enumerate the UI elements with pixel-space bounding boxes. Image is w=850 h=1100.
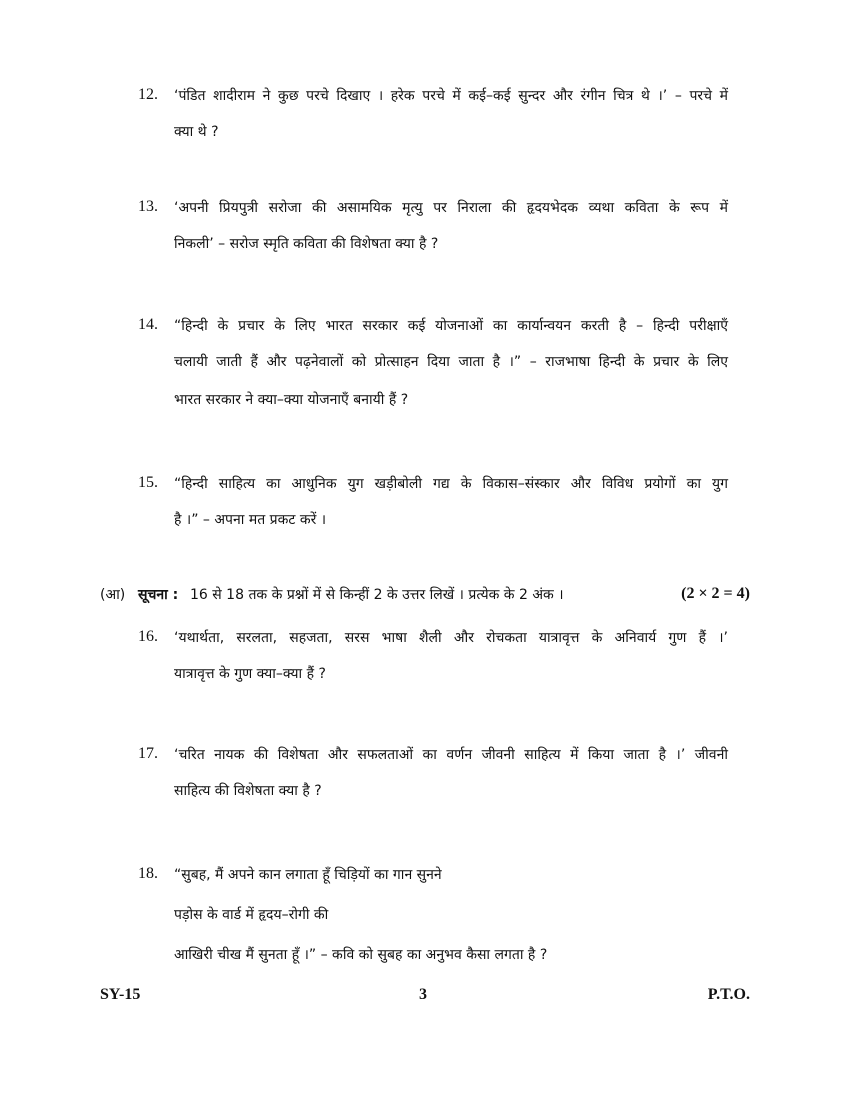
question-number: 17. (138, 745, 158, 762)
question-text-line: ‘पंडित शादीराम ने कुछ परचे दिखाए । हरेक परचे में कई–कई सुन्दर और रंगीन चित्र थे ।’ – परचे में (174, 88, 728, 104)
section-marker: (आ) (100, 587, 126, 603)
question-text-line: “सुबह, मैं अपने कान लगाता हूँ चिड़ियों का गान सुनने (174, 867, 442, 883)
question-12 (138, 86, 728, 156)
question-text-line: ‘यथार्थता, सरलता, सहजता, सरस भाषा शैली और रोचकता यात्रावृत्त के अनिवार्य गुण हैं ।’ (174, 630, 728, 646)
question-text-line: क्या थे ? (174, 124, 219, 140)
question-17 (138, 745, 728, 815)
section-instruction (100, 585, 750, 607)
question-text-line: चलायी जाती हैं और पढ़नेवालों को प्रोत्साहन दिया जाता है ।” – राजभाषा हिन्दी के प्रचार के लिए (174, 354, 728, 370)
footer-page-number: 3 (419, 986, 427, 1003)
question-15 (138, 474, 728, 544)
question-text-line: ‘अपनी प्रियपुत्री सरोजा की असामयिक मृत्यु पर निराला की हृदयभेदक व्यथा कविता के रूप में (174, 200, 728, 216)
question-number: 18. (138, 865, 158, 882)
question-18 (138, 865, 728, 965)
question-13 (138, 198, 728, 268)
question-text-line: पड़ोस के वार्ड में हृदय–रोगी की (174, 907, 329, 923)
question-text-line: “हिन्दी साहित्य का आधुनिक युग खड़ीबोली गद्य के विकास–संस्कार और विविध प्रयोगों का युग (174, 476, 728, 492)
question-16 (138, 628, 728, 698)
question-text-line: है ।” – अपना मत प्रकट करें । (174, 512, 327, 528)
question-text-line: निकली’ – सरोज स्मृति कविता की विशेषता क्या है ? (174, 236, 439, 252)
question-text-line: ‘चरित नायक की विशेषता और सफलताओं का वर्णन जीवनी साहित्य में किया जाता है ।’ जीवनी (174, 747, 728, 763)
section-label: सूचना : (138, 587, 179, 603)
question-text-line: भारत सरकार ने क्या–क्या योजनाएँ बनायी हैं ? (174, 392, 409, 408)
question-text-line: यात्रावृत्त के गुण क्या–क्या हैं ? (174, 666, 326, 682)
question-text-line: साहित्य की विशेषता क्या है ? (174, 783, 322, 799)
question-number: 16. (138, 628, 158, 645)
question-text-line: आखिरी चीख मैं सुनता हूँ ।” – कवि को सुबह का अनुभव कैसा लगता है ? (174, 947, 548, 963)
question-number: 14. (138, 316, 158, 333)
section-instruction-text: 16 से 18 तक के प्रश्नों में से किन्हीं 2 के उत्तर लिखें । प्रत्येक के 2 अंक । (190, 587, 564, 603)
section-marks: (2 × 2 = 4) (681, 585, 750, 602)
footer-code: SY-15 (100, 986, 141, 1003)
question-number: 12. (138, 86, 158, 103)
question-number: 15. (138, 474, 158, 491)
question-text-line: “हिन्दी के प्रचार के लिए भारत सरकार कई योजनाओं का कार्यान्वयन करती है – हिन्दी परीक्षाएँ (174, 318, 728, 334)
question-number: 13. (138, 198, 158, 215)
footer-pto: P.T.O. (707, 986, 750, 1003)
question-14 (138, 316, 728, 416)
